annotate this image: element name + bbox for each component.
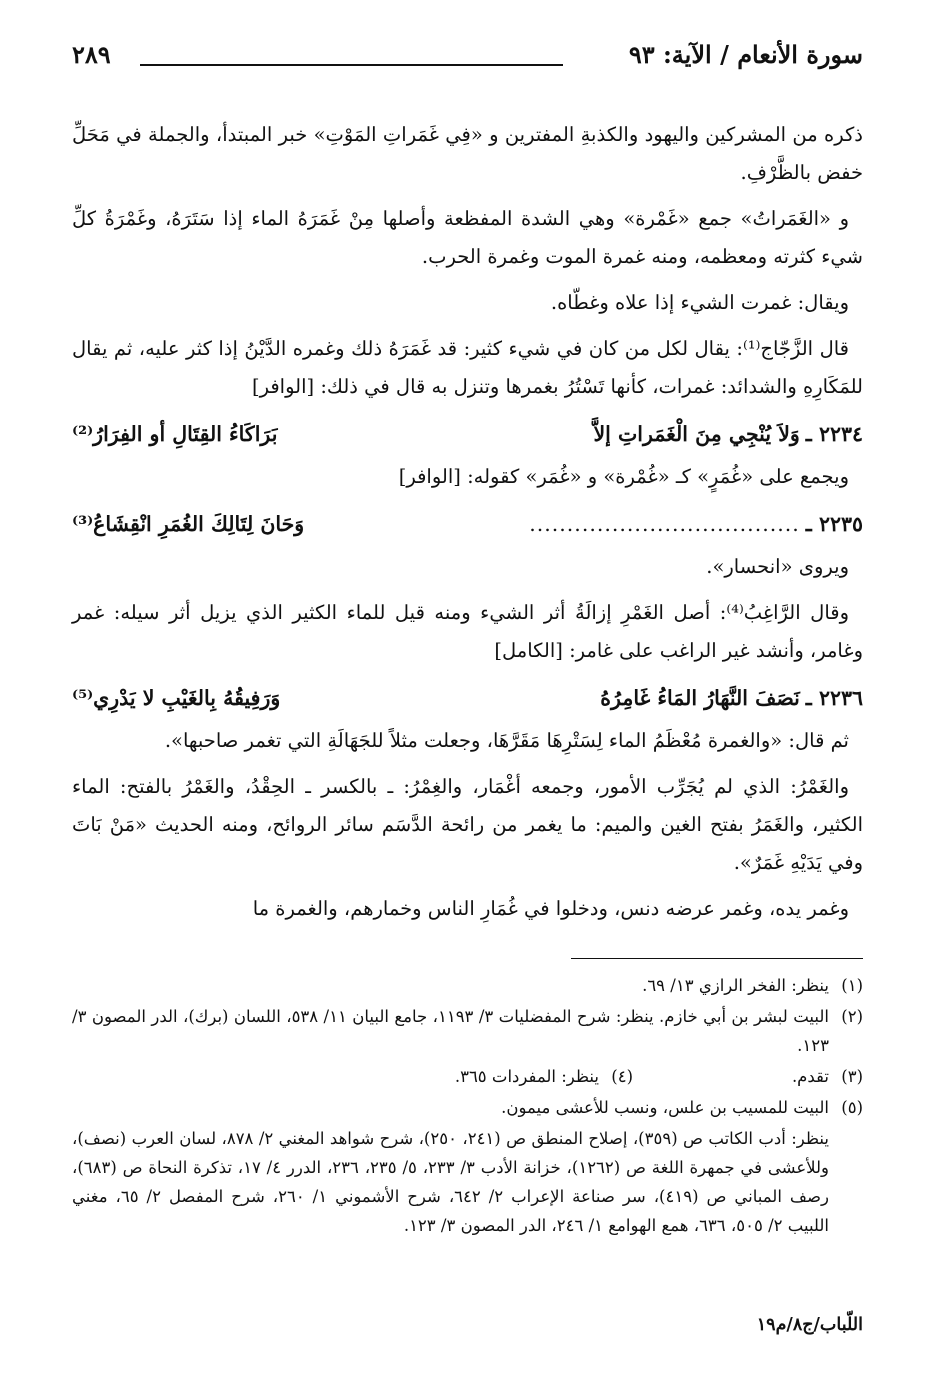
paragraph: ويجمع على «غُمَرٍ» كـ «غُمْرة» و «غُمَر» كقوله: [الوافر] bbox=[398, 465, 849, 488]
signature-mark: اللّباب/ج٨/م١٩ bbox=[756, 1315, 863, 1335]
verse-number: ٢٢٣٦ ـ bbox=[805, 686, 863, 710]
paragraph: قال الزَّجّاج⁽¹⁾: يقال لكل من كان في شيء كثير: قد غَمَرَهُ ذلك وغمره الدَّيْنُ إذا كثر عليه، ثم يقال للمَكَارِهِ والشدائد: غمرات، كأنها تَسْتُرُ بغمرها وتنزل به قال في ذلك: [الوافر] bbox=[72, 337, 863, 398]
verse-second-hemistich: وَرَفِيقُهُ بِالغَيْبِ لا يَدْرِي⁽⁵⁾ bbox=[71, 686, 281, 710]
footnote-marker: (٣) bbox=[841, 1067, 863, 1086]
footnote-4 bbox=[72, 1062, 633, 1091]
footnotes bbox=[72, 971, 863, 1240]
verse-first-hemistich: نَصَفَ النَّهَارُ المَاءُ غَامِرُهُ bbox=[600, 686, 800, 710]
running-header bbox=[72, 40, 863, 74]
paragraph: وقال الرَّاغِبُ⁽⁴⁾: أصل الغَمْرِ إزالَةُ أثر الشيء ومنه قيل للماء الكثير الذي يزيل أثر سيله: غمر وغامر، وأنشد غير الراغب على غامر: [الكامل] bbox=[72, 601, 863, 662]
paragraph: ويروى «انحسار». bbox=[706, 555, 849, 578]
main-text bbox=[72, 116, 863, 928]
footnote-text: ينظر: الفخر الرازي ١٣/ ٦٩. bbox=[642, 976, 829, 995]
paragraph: وغمر يده، وغمر عرضه دنس، ودخلوا في غُمَارِ الناس وخمارهم، والغمرة ما bbox=[252, 897, 849, 920]
footnote-text: تقدم. bbox=[791, 1067, 829, 1086]
footnote-marker: (١) bbox=[841, 976, 863, 995]
footnote-text: البيت للمسيب بن علس، ونسب للأعشى ميمون. bbox=[501, 1098, 829, 1117]
verse-first-hemistich: وَلاَ يُنْجِي مِنَ الْغَمَراتِ إلاَّ bbox=[593, 422, 800, 446]
header-rule bbox=[140, 64, 563, 66]
poetry-verse-2235 bbox=[72, 504, 863, 544]
footnote-separator bbox=[571, 958, 863, 959]
footnote-2 bbox=[72, 1002, 863, 1060]
page-number: ٢٨٩ bbox=[72, 40, 111, 69]
footnote-text: البيت لبشر بن أبي خازم. ينظر: شرح المفضليات ٣/ ١١٩٣، جامع البيان ١١/ ٥٣٨، اللسان (برك)، الدر المصون ٣/ ١٢٣. bbox=[72, 1007, 829, 1055]
paragraph: ذكره من المشركين واليهود والكذبةِ المفترين و «فِي غَمَراتِ المَوْتِ» خبر المبتدأ، والجملة في مَحَلِّ خفض بالظَّرْفِ. bbox=[72, 123, 863, 184]
footnote-marker: (٢) bbox=[841, 1007, 863, 1026]
footnote-5 bbox=[72, 1093, 863, 1122]
verse-number: ٢٢٣٥ ـ bbox=[805, 512, 863, 536]
footnote-3 bbox=[633, 1062, 863, 1091]
footnote-marker: (٥) bbox=[841, 1098, 863, 1117]
footnote-5-sources: ينظر: أدب الكاتب ص (٣٥٩)، إصلاح المنطق ص (٢٤١، ٢٥٠)، شرح شواهد المغني ٢/ ٨٧٨، لسان العرب (نصف)، وللأعشى في جمهرة اللغة ص (١٢٦٢)، خزانة الأدب ٣/ ٢٣٣، ٥/ ٢٣٥، ٢٣٦، الدرر ٤/ ١٧، تذكرة النحاة ص (٦٨٣)، رصف المباني ص (٤١٩)، سر صناعة الإعراب ٢/ ٦٤٢، شرح الأشموني ١/ ٢٦٠، شرح المفصل ٢/ ٦٥، مغني اللبيب ٢/ ٥٠٥، ٦٣٦، همع الهوامع ١/ ٢٤٦، الدر المصون ٣/ ١٢٣. bbox=[72, 1129, 830, 1235]
footnote-text: ينظر: المفردات ٣٦٥. bbox=[454, 1067, 599, 1086]
surah-ayah-heading: سورة الأنعام / الآية: ٩٣ bbox=[628, 40, 863, 69]
verse-omission-dots: .................................... bbox=[529, 512, 800, 536]
footnote-1 bbox=[72, 971, 863, 1000]
footnote-row bbox=[72, 1062, 863, 1093]
paragraph: ثم قال: «والغمرة مُعْظَمُ الماء لِسَتْرِهَا مَقَرَّهَا، وجعلت مثلاً للجَهَالَةِ التي تغمر صاحبها». bbox=[164, 729, 849, 752]
poetry-verse-2234 bbox=[72, 414, 863, 454]
verse-number: ٢٢٣٤ ـ bbox=[805, 422, 863, 446]
poetry-verse-2236 bbox=[72, 678, 863, 718]
paragraph: والغَمْرُ: الذي لم يُجَرِّب الأمور، وجمعه أغْمَار، والغِمْرُ: ـ بالكسر ـ الحِقْدُ، والغَمْرُ بالفتح: الماء الكثير، والغَمَرُ بفتح الغين والميم: ما يغمر من رائحة الدَّسَم سائر الروائح، ومنه الحديث «مَنْ بَاتَ وفي يَدَيْهِ غَمَرٌ». bbox=[72, 775, 863, 874]
verse-second-hemistich: بَرَاكَاءُ القِتَالِ أو الفِرَارُ⁽²⁾ bbox=[71, 422, 278, 446]
footnote-marker: (٤) bbox=[611, 1067, 633, 1086]
paragraph: ويقال: غمرت الشيء إذا علاه وغطّاه. bbox=[550, 291, 849, 314]
verse-second-hemistich: وَحَانَ لِتَالِكَ الغُمَرِ انْقِشَاعُ⁽³⁾ bbox=[71, 512, 305, 536]
paragraph: و «الغَمَراتُ» جمع «غَمْرة» وهي الشدة المفظعة وأصلها مِنْ غَمَرَهُ الماء إذا سَتَرَهُ، وغَمْرَةُ كلِّ شيء كثرته ومعظمه، ومنه غمرة الموت وغمرة الحرب. bbox=[72, 207, 863, 268]
